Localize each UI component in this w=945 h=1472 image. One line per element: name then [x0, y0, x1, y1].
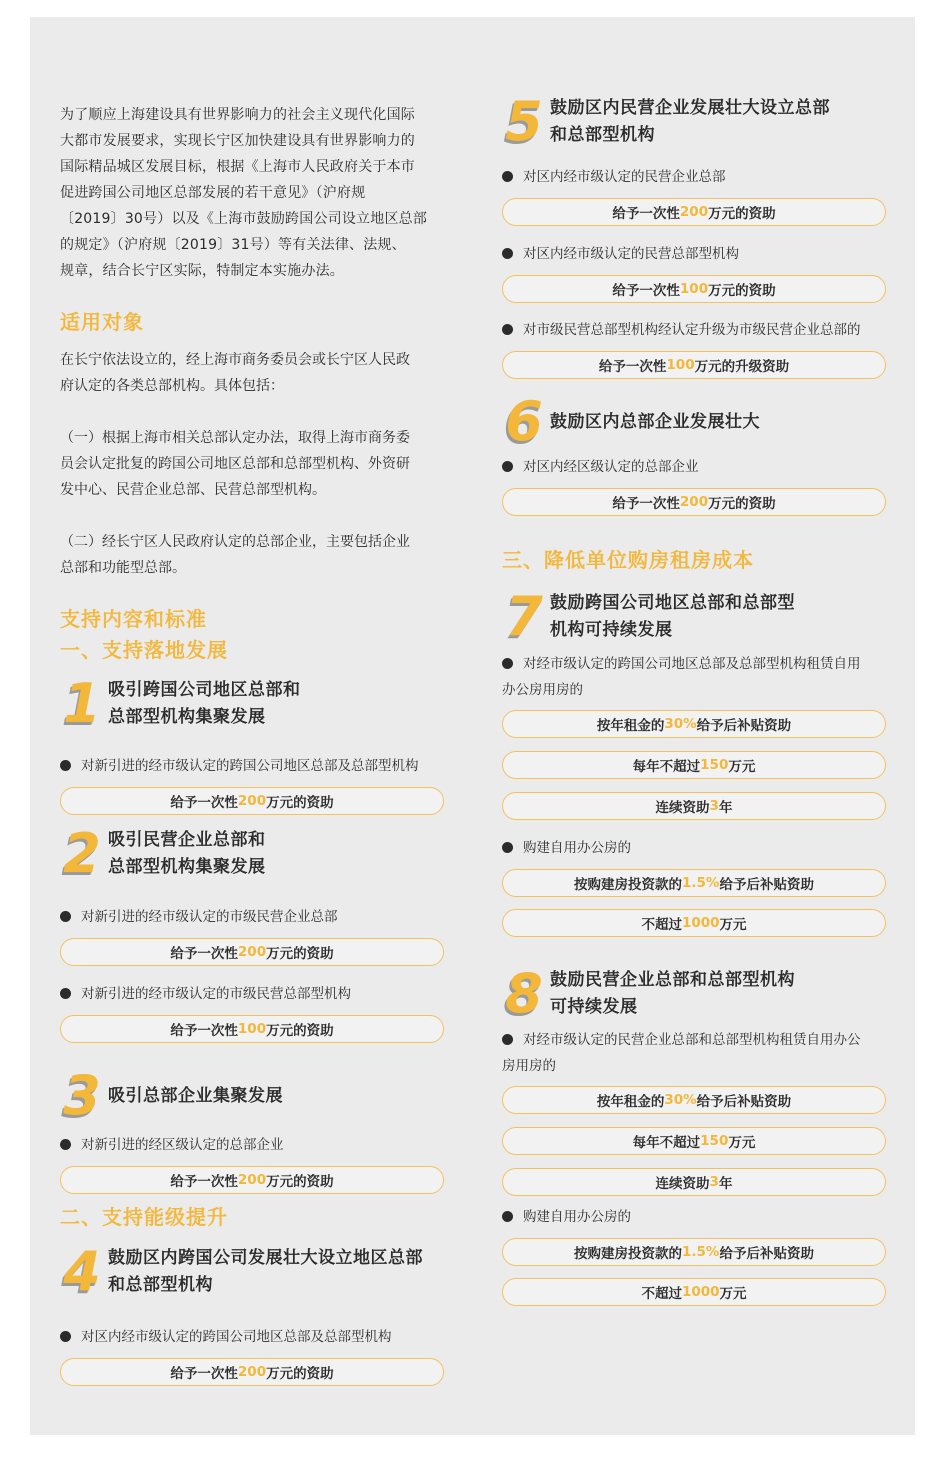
- criteria-bullet: [502, 317, 861, 343]
- intro-line: 大都市发展要求，实现长宁区加快建设具有世界影响力的: [60, 133, 415, 149]
- subsidy-pill: 给予一次性 200 万元的资助: [502, 198, 886, 226]
- intro-line: 的规定》（沪府规〔2019〕31号）等有关法律、法规、: [60, 237, 406, 253]
- item-5-header: [502, 90, 830, 153]
- item-title-line: 机构可持续发展: [550, 620, 673, 640]
- item-title: [550, 967, 795, 1021]
- bullet-text: 办公房用房的: [502, 682, 583, 698]
- subsidy-pill: 连续资助 3 年: [502, 792, 886, 820]
- bullet-text: 对经市级认定的民营企业总部和总部型机构租赁自用办公: [523, 1032, 861, 1048]
- item-7-header: [502, 585, 795, 648]
- intro-line: 促进跨国公司地区总部发展的若干意见》（沪府规: [60, 185, 366, 201]
- criteria-bullet: [502, 241, 739, 267]
- subsidy-pill: 不超过 1000 万元: [502, 909, 886, 937]
- support-heading: 支持内容和标准: [60, 607, 207, 631]
- bullet-dot-icon: [502, 658, 513, 669]
- item-title-line: 吸引总部企业集聚发展: [108, 1085, 283, 1106]
- item-title: [550, 409, 760, 436]
- subsidy-pill: 给予一次性 200 万元的资助: [60, 938, 444, 966]
- subsidy-pill: 给予一次性 200 万元的资助: [60, 1358, 444, 1386]
- intro-line: 〔2019〕30号）以及《上海市鼓励跨国公司设立地区总部: [60, 211, 428, 227]
- number-badge: 4: [63, 1240, 101, 1303]
- subsidy-pill: 给予一次性 100 万元的资助: [60, 1015, 444, 1043]
- criteria-bullet: [60, 904, 338, 930]
- item-title-line: 和总部型机构: [550, 125, 655, 145]
- criteria-bullet: [60, 981, 351, 1007]
- content-panel: [30, 17, 915, 1435]
- item-title-line: 吸引民营企业总部和: [108, 830, 266, 850]
- section1-heading: 一、支持落地发展: [60, 638, 228, 662]
- bullet-text: 购建自用办公房的: [523, 1209, 631, 1225]
- number-badge: 5: [505, 90, 543, 153]
- criteria-bullet: [502, 454, 699, 480]
- item-8-header: [502, 962, 795, 1025]
- scope-line: 总部和功能型总部。: [60, 560, 186, 576]
- bullet-dot-icon: [502, 461, 513, 472]
- number-badge: 1: [63, 672, 101, 735]
- bullet-text: 对区内经市级认定的民营总部型机构: [523, 246, 739, 262]
- subsidy-pill: 每年不超过 150 万元: [502, 1127, 886, 1155]
- item-title: [108, 1083, 283, 1110]
- item-title-line: 鼓励区内跨国公司发展壮大设立地区总部: [108, 1248, 423, 1268]
- subsidy-pill: 按年租金的 30% 给予后补贴资助: [502, 1086, 886, 1114]
- number-badge: 7: [505, 585, 543, 648]
- item-1-header: [60, 672, 301, 735]
- bullet-dot-icon: [60, 760, 71, 771]
- scope-line: （一）根据上海市相关总部认定办法，取得上海市商务委: [60, 430, 410, 446]
- bullet-text: 对新引进的经市级认定的跨国公司地区总部及总部型机构: [81, 758, 419, 774]
- subsidy-pill: 按年租金的 30% 给予后补贴资助: [502, 710, 886, 738]
- bullet-dot-icon: [502, 1211, 513, 1222]
- subsidy-pill: 给予一次性 200 万元的资助: [60, 787, 444, 815]
- bullet-dot-icon: [60, 1139, 71, 1150]
- bullet-text: 对经市级认定的跨国公司地区总部及总部型机构租赁自用: [523, 656, 861, 672]
- bullet-dot-icon: [502, 171, 513, 182]
- subsidy-pill: 不超过 1000 万元: [502, 1278, 886, 1306]
- subsidy-pill: 按购建房投资款的 1.5% 给予后补贴资助: [502, 869, 886, 897]
- number-badge: 3: [63, 1064, 101, 1127]
- scope-item-2: [60, 529, 478, 581]
- subsidy-pill: 给予一次性 100 万元的资助: [502, 275, 886, 303]
- scope-paragraph: [60, 347, 478, 399]
- criteria-bullet: [502, 651, 890, 703]
- bullet-dot-icon: [502, 324, 513, 335]
- section3-heading: 三、降低单位购房租房成本: [502, 548, 754, 572]
- number-badge: 8: [505, 962, 543, 1025]
- scope-line: 员会认定批复的跨国公司地区总部和总部型机构、外资研: [60, 456, 410, 472]
- scope-item-1: [60, 425, 478, 503]
- bullet-text: 对市级民营总部型机构经认定升级为市级民营企业总部的: [523, 322, 861, 338]
- item-2-header: [60, 822, 266, 885]
- subsidy-pill: 给予一次性 200 万元的资助: [60, 1166, 444, 1194]
- subsidy-pill: 给予一次性 200 万元的资助: [502, 488, 886, 516]
- bullet-dot-icon: [60, 911, 71, 922]
- bullet-text: 对区内经区级认定的总部企业: [523, 459, 699, 475]
- scope-line: （二）经长宁区人民政府认定的总部企业，主要包括企业: [60, 534, 410, 550]
- intro-line: 规章，结合长宁区实际，特制定本实施办法。: [60, 263, 344, 279]
- criteria-bullet: [60, 753, 419, 779]
- bullet-text: 对新引进的经市级认定的市级民营总部型机构: [81, 986, 351, 1002]
- bullet-text: 对区内经市级认定的跨国公司地区总部及总部型机构: [81, 1329, 392, 1345]
- criteria-bullet: [502, 1204, 631, 1230]
- item-3-header: [60, 1064, 283, 1127]
- item-title: [108, 827, 266, 881]
- bullet-dot-icon: [502, 842, 513, 853]
- criteria-bullet: [502, 1027, 890, 1079]
- intro-paragraph: [60, 102, 478, 284]
- subsidy-pill: 连续资助 3 年: [502, 1168, 886, 1196]
- criteria-bullet: [502, 164, 726, 190]
- bullet-dot-icon: [502, 248, 513, 259]
- scope-heading: 适用对象: [60, 310, 144, 334]
- scope-line: 发中心、民营企业总部、民营总部型机构。: [60, 482, 326, 498]
- item-title: [108, 1245, 423, 1299]
- item-title-line: 鼓励民营企业总部和总部型机构: [550, 970, 795, 990]
- bullet-text: 对区内经市级认定的民营企业总部: [523, 169, 726, 185]
- bullet-text: 房用房的: [502, 1058, 556, 1074]
- item-title: [108, 677, 301, 731]
- scope-line: 府认定的各类总部机构。具体包括：: [60, 378, 284, 394]
- intro-line: 为了顺应上海建设具有世界影响力的社会主义现代化国际: [60, 107, 415, 123]
- criteria-bullet: [60, 1324, 392, 1350]
- subsidy-pill: 按购建房投资款的 1.5% 给予后补贴资助: [502, 1238, 886, 1266]
- criteria-bullet: [60, 1132, 284, 1158]
- bullet-dot-icon: [60, 1331, 71, 1342]
- intro-line: 国际精品城区发展目标，根据《上海市人民政府关于本市: [60, 159, 415, 175]
- item-title-line: 和总部型机构: [108, 1275, 213, 1295]
- section2-heading: 二、支持能级提升: [60, 1205, 228, 1229]
- item-title-line: 吸引跨国公司地区总部和: [108, 680, 301, 700]
- item-4-header: [60, 1240, 423, 1303]
- item-title-line: 鼓励区内民营企业发展壮大设立总部: [550, 98, 830, 118]
- scope-line: 在长宁依法设立的，经上海市商务委员会或长宁区人民政: [60, 352, 410, 368]
- bullet-text: 对新引进的经区级认定的总部企业: [81, 1137, 284, 1153]
- number-badge: 6: [505, 390, 543, 453]
- number-badge: 2: [63, 822, 101, 885]
- item-title: [550, 590, 795, 644]
- item-title-line: 鼓励区内总部企业发展壮大: [550, 411, 760, 432]
- bullet-dot-icon: [60, 988, 71, 999]
- item-title-line: 鼓励跨国公司地区总部和总部型: [550, 593, 795, 613]
- bullet-dot-icon: [502, 1034, 513, 1045]
- subsidy-pill: 给予一次性 100 万元的升级资助: [502, 351, 886, 379]
- subsidy-pill: 每年不超过 150 万元: [502, 751, 886, 779]
- item-title-line: 可持续发展: [550, 997, 638, 1017]
- criteria-bullet: [502, 835, 631, 861]
- item-6-header: [502, 390, 760, 453]
- item-title: [550, 95, 830, 149]
- item-title-line: 总部型机构集聚发展: [108, 857, 266, 877]
- bullet-text: 对新引进的经市级认定的市级民营企业总部: [81, 909, 338, 925]
- item-title-line: 总部型机构集聚发展: [108, 707, 266, 727]
- bullet-text: 购建自用办公房的: [523, 840, 631, 856]
